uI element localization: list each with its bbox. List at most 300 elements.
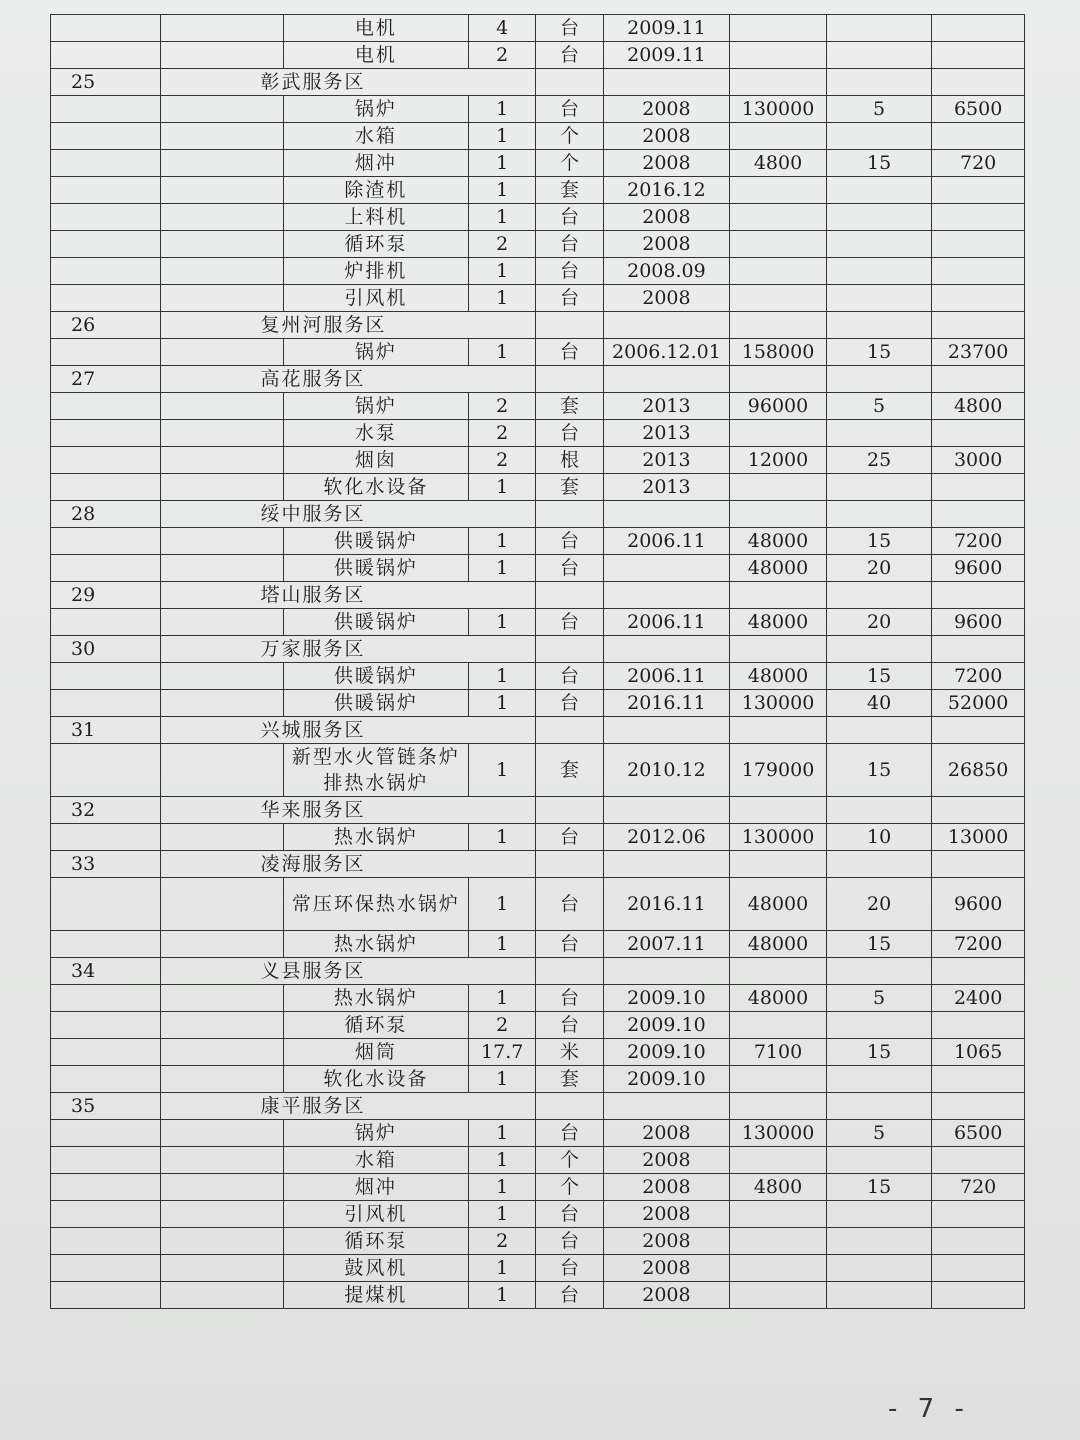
original-value-cell — [730, 15, 827, 42]
section-name: 凌海服务区 — [160, 851, 536, 878]
quantity-cell: 1 — [469, 1147, 536, 1174]
date-cell: 2006.11 — [603, 663, 729, 690]
unit-cell: 台 — [536, 609, 603, 636]
section-number: 29 — [51, 582, 161, 609]
blank-cell — [160, 339, 283, 366]
date-cell: 2016.11 — [603, 878, 729, 931]
quantity-cell: 1 — [469, 1120, 536, 1147]
quantity-cell: 1 — [469, 474, 536, 501]
date-cell: 2008 — [603, 1147, 729, 1174]
blank-cell — [51, 1255, 161, 1282]
blank-cell — [51, 42, 161, 69]
item-name: 提煤机 — [283, 1282, 468, 1309]
empty-cell — [730, 501, 827, 528]
date-cell: 2013 — [603, 420, 729, 447]
annual-depreciation-cell — [932, 42, 1025, 69]
empty-cell — [932, 636, 1025, 663]
date-cell — [603, 555, 729, 582]
original-value-cell: 48000 — [730, 555, 827, 582]
blank-cell — [160, 555, 283, 582]
item-name: 引风机 — [283, 1201, 468, 1228]
item-name: 新型水火管链条炉排热水锅炉 — [283, 744, 468, 797]
unit-cell: 台 — [536, 204, 603, 231]
annual-depreciation-cell: 13000 — [932, 824, 1025, 851]
blank-cell — [160, 447, 283, 474]
blank-cell — [51, 878, 161, 931]
table-row — [51, 420, 1025, 447]
date-cell: 2012.06 — [603, 824, 729, 851]
section-number: 32 — [51, 797, 161, 824]
useful-years-cell — [826, 474, 931, 501]
table-row — [51, 96, 1025, 123]
item-name: 供暖锅炉 — [283, 663, 468, 690]
empty-cell — [603, 366, 729, 393]
section-row — [51, 501, 1025, 528]
annual-depreciation-cell — [932, 1201, 1025, 1228]
unit-cell: 个 — [536, 123, 603, 150]
blank-cell — [51, 931, 161, 958]
unit-cell: 台 — [536, 1228, 603, 1255]
section-row — [51, 636, 1025, 663]
blank-cell — [160, 1012, 283, 1039]
annual-depreciation-cell — [932, 231, 1025, 258]
annual-depreciation-cell — [932, 258, 1025, 285]
useful-years-cell — [826, 123, 931, 150]
original-value-cell: 130000 — [730, 1120, 827, 1147]
empty-cell — [932, 797, 1025, 824]
date-cell: 2013 — [603, 474, 729, 501]
quantity-cell: 17.7 — [469, 1039, 536, 1066]
useful-years-cell — [826, 285, 931, 312]
table-row — [51, 1201, 1025, 1228]
date-cell: 2008 — [603, 123, 729, 150]
item-name: 热水锅炉 — [283, 931, 468, 958]
item-name: 热水锅炉 — [283, 824, 468, 851]
date-cell: 2013 — [603, 393, 729, 420]
useful-years-cell — [826, 231, 931, 258]
original-value-cell — [730, 1066, 827, 1093]
equipment-table — [50, 14, 1025, 1309]
empty-cell — [932, 312, 1025, 339]
date-cell: 2009.10 — [603, 1039, 729, 1066]
section-name: 万家服务区 — [160, 636, 536, 663]
empty-cell — [536, 366, 603, 393]
quantity-cell: 1 — [469, 204, 536, 231]
empty-cell — [536, 851, 603, 878]
original-value-cell — [730, 1228, 827, 1255]
blank-cell — [51, 1066, 161, 1093]
date-cell: 2008 — [603, 1228, 729, 1255]
annual-depreciation-cell: 7200 — [932, 931, 1025, 958]
unit-cell: 台 — [536, 285, 603, 312]
blank-cell — [160, 663, 283, 690]
blank-cell — [51, 824, 161, 851]
annual-depreciation-cell: 1065 — [932, 1039, 1025, 1066]
date-cell: 2006.11 — [603, 528, 729, 555]
unit-cell: 台 — [536, 663, 603, 690]
item-name: 软化水设备 — [283, 474, 468, 501]
empty-cell — [932, 958, 1025, 985]
section-name: 义县服务区 — [160, 958, 536, 985]
empty-cell — [730, 1093, 827, 1120]
blank-cell — [160, 1066, 283, 1093]
item-name: 循环泵 — [283, 231, 468, 258]
quantity-cell: 1 — [469, 1174, 536, 1201]
empty-cell — [826, 958, 931, 985]
annual-depreciation-cell — [932, 1066, 1025, 1093]
item-name: 供暖锅炉 — [283, 609, 468, 636]
date-cell: 2010.12 — [603, 744, 729, 797]
date-cell: 2008 — [603, 231, 729, 258]
blank-cell — [160, 177, 283, 204]
quantity-cell: 1 — [469, 985, 536, 1012]
empty-cell — [536, 1093, 603, 1120]
unit-cell: 台 — [536, 985, 603, 1012]
annual-depreciation-cell — [932, 420, 1025, 447]
empty-cell — [826, 717, 931, 744]
empty-cell — [603, 636, 729, 663]
quantity-cell: 1 — [469, 609, 536, 636]
useful-years-cell: 15 — [826, 1039, 931, 1066]
blank-cell — [160, 231, 283, 258]
blank-cell — [51, 204, 161, 231]
section-name: 康平服务区 — [160, 1093, 536, 1120]
empty-cell — [536, 717, 603, 744]
section-number: 33 — [51, 851, 161, 878]
date-cell: 2007.11 — [603, 931, 729, 958]
annual-depreciation-cell: 6500 — [932, 96, 1025, 123]
blank-cell — [51, 123, 161, 150]
empty-cell — [730, 717, 827, 744]
table-row — [51, 177, 1025, 204]
unit-cell: 台 — [536, 339, 603, 366]
table-row — [51, 258, 1025, 285]
table-row — [51, 393, 1025, 420]
blank-cell — [160, 96, 283, 123]
useful-years-cell — [826, 1012, 931, 1039]
empty-cell — [730, 958, 827, 985]
date-cell: 2009.11 — [603, 42, 729, 69]
section-row — [51, 851, 1025, 878]
table-row — [51, 339, 1025, 366]
empty-cell — [730, 366, 827, 393]
empty-cell — [730, 851, 827, 878]
item-name: 除渣机 — [283, 177, 468, 204]
original-value-cell: 48000 — [730, 985, 827, 1012]
unit-cell: 套 — [536, 177, 603, 204]
original-value-cell — [730, 258, 827, 285]
blank-cell — [160, 474, 283, 501]
annual-depreciation-cell: 3000 — [932, 447, 1025, 474]
blank-cell — [51, 1147, 161, 1174]
unit-cell: 台 — [536, 258, 603, 285]
useful-years-cell — [826, 1282, 931, 1309]
table-row — [51, 447, 1025, 474]
useful-years-cell: 5 — [826, 96, 931, 123]
blank-cell — [160, 824, 283, 851]
blank-cell — [51, 150, 161, 177]
empty-cell — [826, 582, 931, 609]
quantity-cell: 1 — [469, 690, 536, 717]
table-row — [51, 1147, 1025, 1174]
blank-cell — [160, 931, 283, 958]
table-row — [51, 1066, 1025, 1093]
annual-depreciation-cell: 720 — [932, 150, 1025, 177]
empty-cell — [730, 312, 827, 339]
blank-cell — [160, 744, 283, 797]
section-row — [51, 1093, 1025, 1120]
section-row — [51, 797, 1025, 824]
item-name: 电机 — [283, 15, 468, 42]
useful-years-cell: 25 — [826, 447, 931, 474]
empty-cell — [603, 797, 729, 824]
date-cell: 2016.11 — [603, 690, 729, 717]
annual-depreciation-cell — [932, 1282, 1025, 1309]
annual-depreciation-cell — [932, 474, 1025, 501]
blank-cell — [160, 878, 283, 931]
section-name: 绥中服务区 — [160, 501, 536, 528]
section-row — [51, 366, 1025, 393]
original-value-cell: 130000 — [730, 824, 827, 851]
original-value-cell: 4800 — [730, 150, 827, 177]
unit-cell: 台 — [536, 824, 603, 851]
quantity-cell: 1 — [469, 150, 536, 177]
useful-years-cell: 15 — [826, 150, 931, 177]
useful-years-cell — [826, 42, 931, 69]
item-name: 水泵 — [283, 420, 468, 447]
table-row — [51, 15, 1025, 42]
blank-cell — [51, 420, 161, 447]
unit-cell: 台 — [536, 528, 603, 555]
useful-years-cell — [826, 1255, 931, 1282]
annual-depreciation-cell: 4800 — [932, 393, 1025, 420]
section-number: 28 — [51, 501, 161, 528]
annual-depreciation-cell — [932, 1012, 1025, 1039]
item-name: 供暖锅炉 — [283, 690, 468, 717]
blank-cell — [51, 985, 161, 1012]
date-cell: 2008 — [603, 150, 729, 177]
quantity-cell: 2 — [469, 231, 536, 258]
table-row — [51, 285, 1025, 312]
item-name: 供暖锅炉 — [283, 528, 468, 555]
useful-years-cell — [826, 1147, 931, 1174]
unit-cell: 台 — [536, 690, 603, 717]
blank-cell — [51, 258, 161, 285]
useful-years-cell: 15 — [826, 528, 931, 555]
annual-depreciation-cell — [932, 1228, 1025, 1255]
item-name: 常压环保热水锅炉 — [283, 878, 468, 931]
blank-cell — [160, 393, 283, 420]
original-value-cell — [730, 474, 827, 501]
table-body — [51, 15, 1025, 1309]
quantity-cell: 1 — [469, 258, 536, 285]
useful-years-cell: 40 — [826, 690, 931, 717]
empty-cell — [826, 636, 931, 663]
table-row — [51, 609, 1025, 636]
blank-cell — [51, 609, 161, 636]
empty-cell — [826, 69, 931, 96]
table-row — [51, 985, 1025, 1012]
unit-cell: 台 — [536, 1201, 603, 1228]
table-row — [51, 204, 1025, 231]
useful-years-cell: 5 — [826, 985, 931, 1012]
section-row — [51, 717, 1025, 744]
empty-cell — [932, 501, 1025, 528]
quantity-cell: 2 — [469, 447, 536, 474]
original-value-cell: 130000 — [730, 690, 827, 717]
blank-cell — [51, 15, 161, 42]
empty-cell — [603, 851, 729, 878]
annual-depreciation-cell: 23700 — [932, 339, 1025, 366]
unit-cell: 台 — [536, 15, 603, 42]
date-cell: 2013 — [603, 447, 729, 474]
empty-cell — [932, 582, 1025, 609]
quantity-cell: 1 — [469, 878, 536, 931]
section-number: 30 — [51, 636, 161, 663]
unit-cell: 台 — [536, 42, 603, 69]
date-cell: 2008 — [603, 1201, 729, 1228]
original-value-cell — [730, 1012, 827, 1039]
empty-cell — [603, 312, 729, 339]
blank-cell — [160, 1282, 283, 1309]
original-value-cell: 4800 — [730, 1174, 827, 1201]
useful-years-cell: 20 — [826, 555, 931, 582]
table-row — [51, 1255, 1025, 1282]
section-name: 华来服务区 — [160, 797, 536, 824]
blank-cell — [160, 204, 283, 231]
date-cell: 2006.11 — [603, 609, 729, 636]
quantity-cell: 4 — [469, 15, 536, 42]
item-name: 循环泵 — [283, 1012, 468, 1039]
empty-cell — [932, 69, 1025, 96]
useful-years-cell: 15 — [826, 663, 931, 690]
blank-cell — [160, 1228, 283, 1255]
useful-years-cell: 20 — [826, 609, 931, 636]
blank-cell — [160, 123, 283, 150]
original-value-cell: 48000 — [730, 528, 827, 555]
item-name: 烟冲 — [283, 1174, 468, 1201]
quantity-cell: 2 — [469, 42, 536, 69]
blank-cell — [51, 231, 161, 258]
original-value-cell — [730, 285, 827, 312]
section-row — [51, 958, 1025, 985]
useful-years-cell — [826, 204, 931, 231]
section-number: 26 — [51, 312, 161, 339]
original-value-cell: 48000 — [730, 878, 827, 931]
unit-cell: 套 — [536, 393, 603, 420]
empty-cell — [932, 366, 1025, 393]
original-value-cell — [730, 42, 827, 69]
original-value-cell: 130000 — [730, 96, 827, 123]
original-value-cell: 12000 — [730, 447, 827, 474]
blank-cell — [51, 1228, 161, 1255]
annual-depreciation-cell: 9600 — [932, 555, 1025, 582]
blank-cell — [160, 15, 283, 42]
item-name: 热水锅炉 — [283, 985, 468, 1012]
blank-cell — [160, 1147, 283, 1174]
blank-cell — [160, 285, 283, 312]
annual-depreciation-cell — [932, 204, 1025, 231]
quantity-cell: 1 — [469, 931, 536, 958]
unit-cell: 套 — [536, 1066, 603, 1093]
empty-cell — [536, 958, 603, 985]
item-name: 炉排机 — [283, 258, 468, 285]
empty-cell — [603, 717, 729, 744]
blank-cell — [160, 528, 283, 555]
quantity-cell: 2 — [469, 393, 536, 420]
unit-cell: 台 — [536, 1255, 603, 1282]
table-row — [51, 1174, 1025, 1201]
item-name: 烟冲 — [283, 150, 468, 177]
blank-cell — [160, 985, 283, 1012]
blank-cell — [160, 690, 283, 717]
empty-cell — [730, 69, 827, 96]
blank-cell — [160, 42, 283, 69]
quantity-cell: 1 — [469, 555, 536, 582]
quantity-cell: 2 — [469, 1012, 536, 1039]
blank-cell — [160, 150, 283, 177]
table-row — [51, 474, 1025, 501]
section-row — [51, 312, 1025, 339]
original-value-cell — [730, 231, 827, 258]
quantity-cell: 1 — [469, 123, 536, 150]
original-value-cell — [730, 1147, 827, 1174]
unit-cell: 台 — [536, 555, 603, 582]
quantity-cell: 1 — [469, 744, 536, 797]
quantity-cell: 1 — [469, 1201, 536, 1228]
section-name: 彰武服务区 — [160, 69, 536, 96]
useful-years-cell — [826, 1228, 931, 1255]
empty-cell — [536, 312, 603, 339]
date-cell: 2006.12.01 — [603, 339, 729, 366]
original-value-cell — [730, 177, 827, 204]
empty-cell — [826, 312, 931, 339]
date-cell: 2008 — [603, 204, 729, 231]
unit-cell: 台 — [536, 931, 603, 958]
item-name: 水箱 — [283, 123, 468, 150]
blank-cell — [51, 177, 161, 204]
section-row — [51, 582, 1025, 609]
annual-depreciation-cell — [932, 15, 1025, 42]
unit-cell: 台 — [536, 1012, 603, 1039]
blank-cell — [51, 96, 161, 123]
blank-cell — [160, 1120, 283, 1147]
unit-cell: 台 — [536, 96, 603, 123]
annual-depreciation-cell: 7200 — [932, 663, 1025, 690]
annual-depreciation-cell — [932, 1255, 1025, 1282]
date-cell: 2008 — [603, 1282, 729, 1309]
useful-years-cell: 15 — [826, 931, 931, 958]
quantity-cell: 1 — [469, 285, 536, 312]
quantity-cell: 1 — [469, 528, 536, 555]
table-row — [51, 1228, 1025, 1255]
date-cell: 2009.10 — [603, 985, 729, 1012]
quantity-cell: 1 — [469, 96, 536, 123]
empty-cell — [826, 1093, 931, 1120]
section-name: 塔山服务区 — [160, 582, 536, 609]
useful-years-cell: 20 — [826, 878, 931, 931]
annual-depreciation-cell: 9600 — [932, 878, 1025, 931]
table-row — [51, 231, 1025, 258]
useful-years-cell — [826, 177, 931, 204]
blank-cell — [160, 1201, 283, 1228]
date-cell: 2008.09 — [603, 258, 729, 285]
blank-cell — [51, 1120, 161, 1147]
empty-cell — [730, 582, 827, 609]
annual-depreciation-cell: 6500 — [932, 1120, 1025, 1147]
blank-cell — [51, 528, 161, 555]
useful-years-cell — [826, 1066, 931, 1093]
